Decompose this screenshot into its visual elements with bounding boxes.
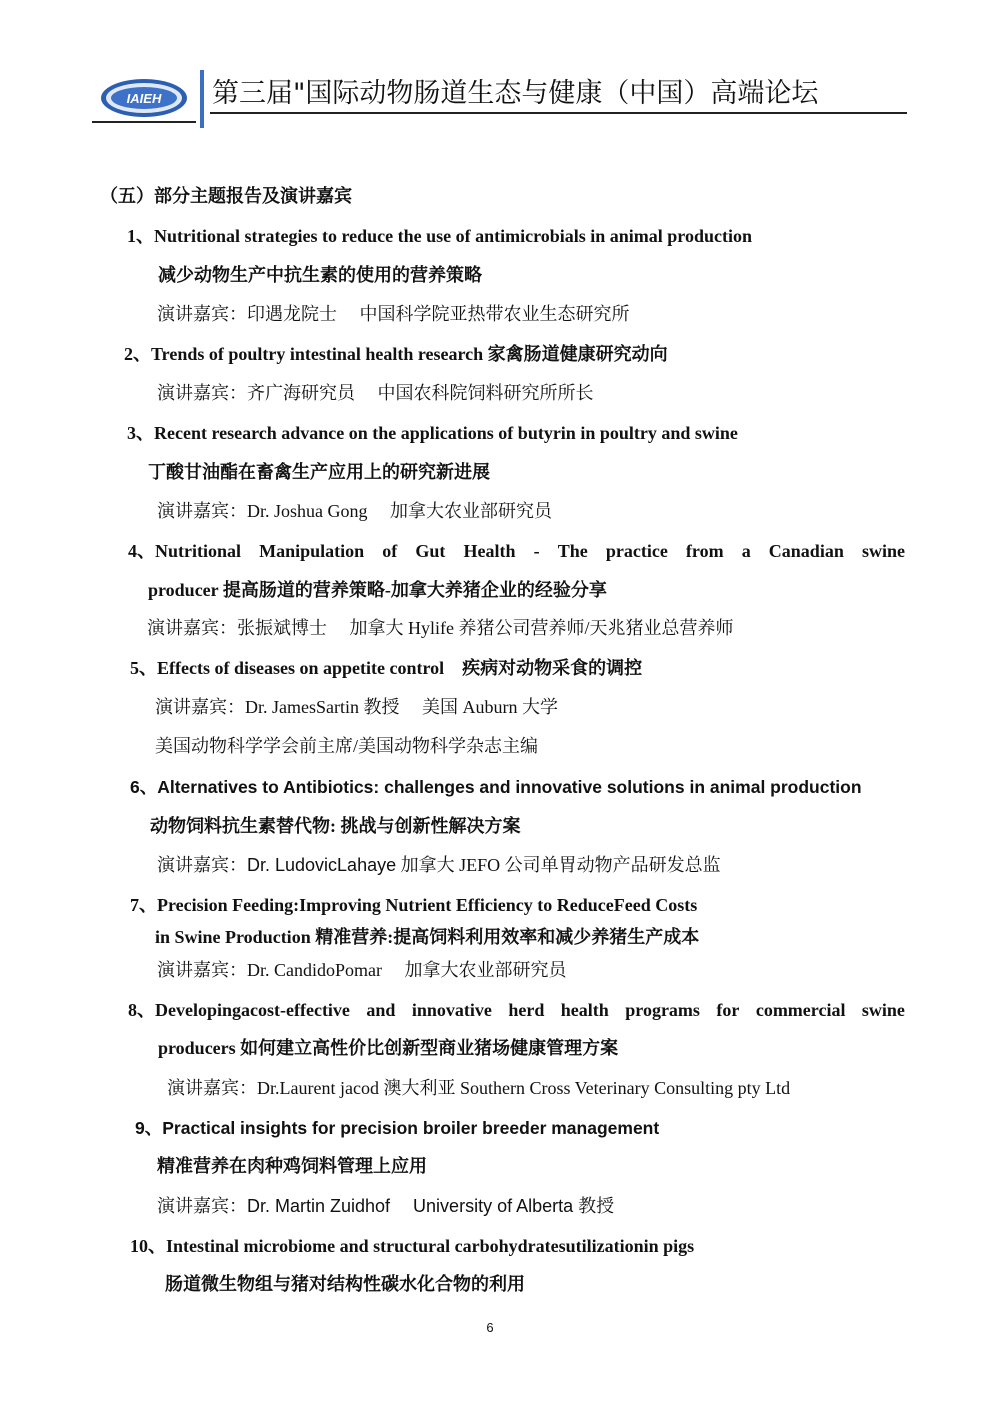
word: commercial xyxy=(755,1000,846,1020)
item-9-title: 9、Practical insights for precision broiler breeder management xyxy=(135,1118,660,1138)
item-6-title: 6、Alternatives to Antibiotics: challenges and innovative solutions in animal production xyxy=(130,777,862,797)
item-9-speaker xyxy=(157,1195,614,1217)
item-8-speaker: 演讲嘉宾：Dr.Laurent jacod 澳大利亚 Southern Cross Veterinary Consulting pty Ltd xyxy=(167,1078,791,1098)
word: for xyxy=(716,1000,740,1020)
word: Health xyxy=(463,541,516,561)
item-5-speaker-note: 美国动物科学学会前主席/美国动物科学杂志主编 xyxy=(155,736,538,756)
word: health xyxy=(560,1000,609,1020)
item-1-zh: 减少动物生产中抗生素的使用的营养策略 xyxy=(158,265,482,285)
item-5-title: 5、Effects of diseases on appetite control 疾病对动物采食的调控 xyxy=(130,658,643,678)
header-rule-left xyxy=(92,121,196,123)
item-10-title: 10、Intestinal microbiome and structural carbohydratesutilizationin pigs xyxy=(130,1236,695,1256)
page-number: 6 xyxy=(486,1320,494,1335)
item-8-cont: producers 如何建立高性价比创新型商业猪场健康管理方案 xyxy=(158,1038,619,1058)
item-6-zh: 动物饲料抗生素替代物: 挑战与创新性解决方案 xyxy=(150,816,521,836)
word: from xyxy=(685,541,724,561)
speaker-label: 演讲嘉宾： xyxy=(157,1196,247,1216)
speaker-name: Dr. Martin Zuidhof University of Alberta 教授 xyxy=(247,1196,615,1216)
item-2-speaker: 演讲嘉宾：齐广海研究员 中国农科院饲料研究所所长 xyxy=(157,383,594,403)
item-7-cont: in Swine Production 精准营养:提高饲料利用效率和减少养猪生产成本 xyxy=(155,927,700,947)
item-4-cont: producer 提高肠道的营养策略-加拿大养猪企业的经验分享 xyxy=(148,580,607,600)
item-4-speaker: 演讲嘉宾：张振斌博士 加拿大 Hylife 养猪公司营养师/天兆猪业总营养师 xyxy=(147,618,734,638)
word: The xyxy=(557,541,588,561)
word: a xyxy=(741,541,751,561)
item-1-speaker: 演讲嘉宾：印遇龙院士 中国科学院亚热带农业生态研究所 xyxy=(157,304,630,324)
section-heading: （五）部分主题报告及演讲嘉宾 xyxy=(100,186,352,206)
word: swine xyxy=(861,1000,905,1020)
item-3-zh: 丁酸甘油酯在畜禽生产应用上的研究新进展 xyxy=(148,462,490,482)
word: programs xyxy=(625,1000,700,1020)
word: of xyxy=(382,541,398,561)
svg-text:IAIEH: IAIEH xyxy=(126,91,162,106)
item-6-speaker xyxy=(157,854,721,876)
word: 4、Nutritional xyxy=(128,541,242,561)
word: - xyxy=(533,541,540,561)
word: Canadian xyxy=(768,541,844,561)
speaker-label: 演讲嘉宾： xyxy=(157,855,247,875)
item-10-zh: 肠道微生物组与猪对结构性碳水化合物的利用 xyxy=(165,1274,525,1294)
word: 8、Developingacost-effective xyxy=(128,1000,350,1020)
item-3-title: 3、Recent research advance on the applications of butyrin in poultry and swine xyxy=(127,423,738,443)
word: Gut xyxy=(415,541,446,561)
iaieh-logo xyxy=(100,78,188,118)
item-2-title: 2、Trends of poultry intestinal health research 家禽肠道健康研究动向 xyxy=(124,344,668,364)
item-4-title xyxy=(128,540,905,562)
speaker-name: Dr. LudovicLahaye xyxy=(247,855,397,875)
item-3-speaker: 演讲嘉宾：Dr. Joshua Gong 加拿大农业部研究员 xyxy=(157,501,552,521)
header-rule xyxy=(210,112,907,114)
word: Manipulation xyxy=(259,541,365,561)
item-7-speaker: 演讲嘉宾：Dr. CandidoPomar 加拿大农业部研究员 xyxy=(157,960,567,980)
speaker-affiliation: 加拿大 JEFO 公司单胃动物产品研发总监 xyxy=(396,855,721,875)
item-7-title: 7、Precision Feeding:Improving Nutrient Efficiency to ReduceFeed Costs xyxy=(130,895,698,915)
word: and xyxy=(366,1000,396,1020)
header-divider xyxy=(200,70,204,128)
word: herd xyxy=(508,1000,545,1020)
item-9-zh: 精准营养在肉种鸡饲料管理上应用 xyxy=(157,1156,427,1176)
header-title: 第三届"国际动物肠道生态与健康（中国）高端论坛 xyxy=(212,78,819,109)
item-1-title: 1、Nutritional strategies to reduce the use of antimicrobials in animal production xyxy=(127,226,752,246)
word: practice xyxy=(605,541,668,561)
word: swine xyxy=(861,541,905,561)
word: innovative xyxy=(411,1000,492,1020)
item-8-title xyxy=(128,999,905,1021)
item-5-speaker: 演讲嘉宾：Dr. JamesSartin 教授 美国 Auburn 大学 xyxy=(155,697,558,717)
